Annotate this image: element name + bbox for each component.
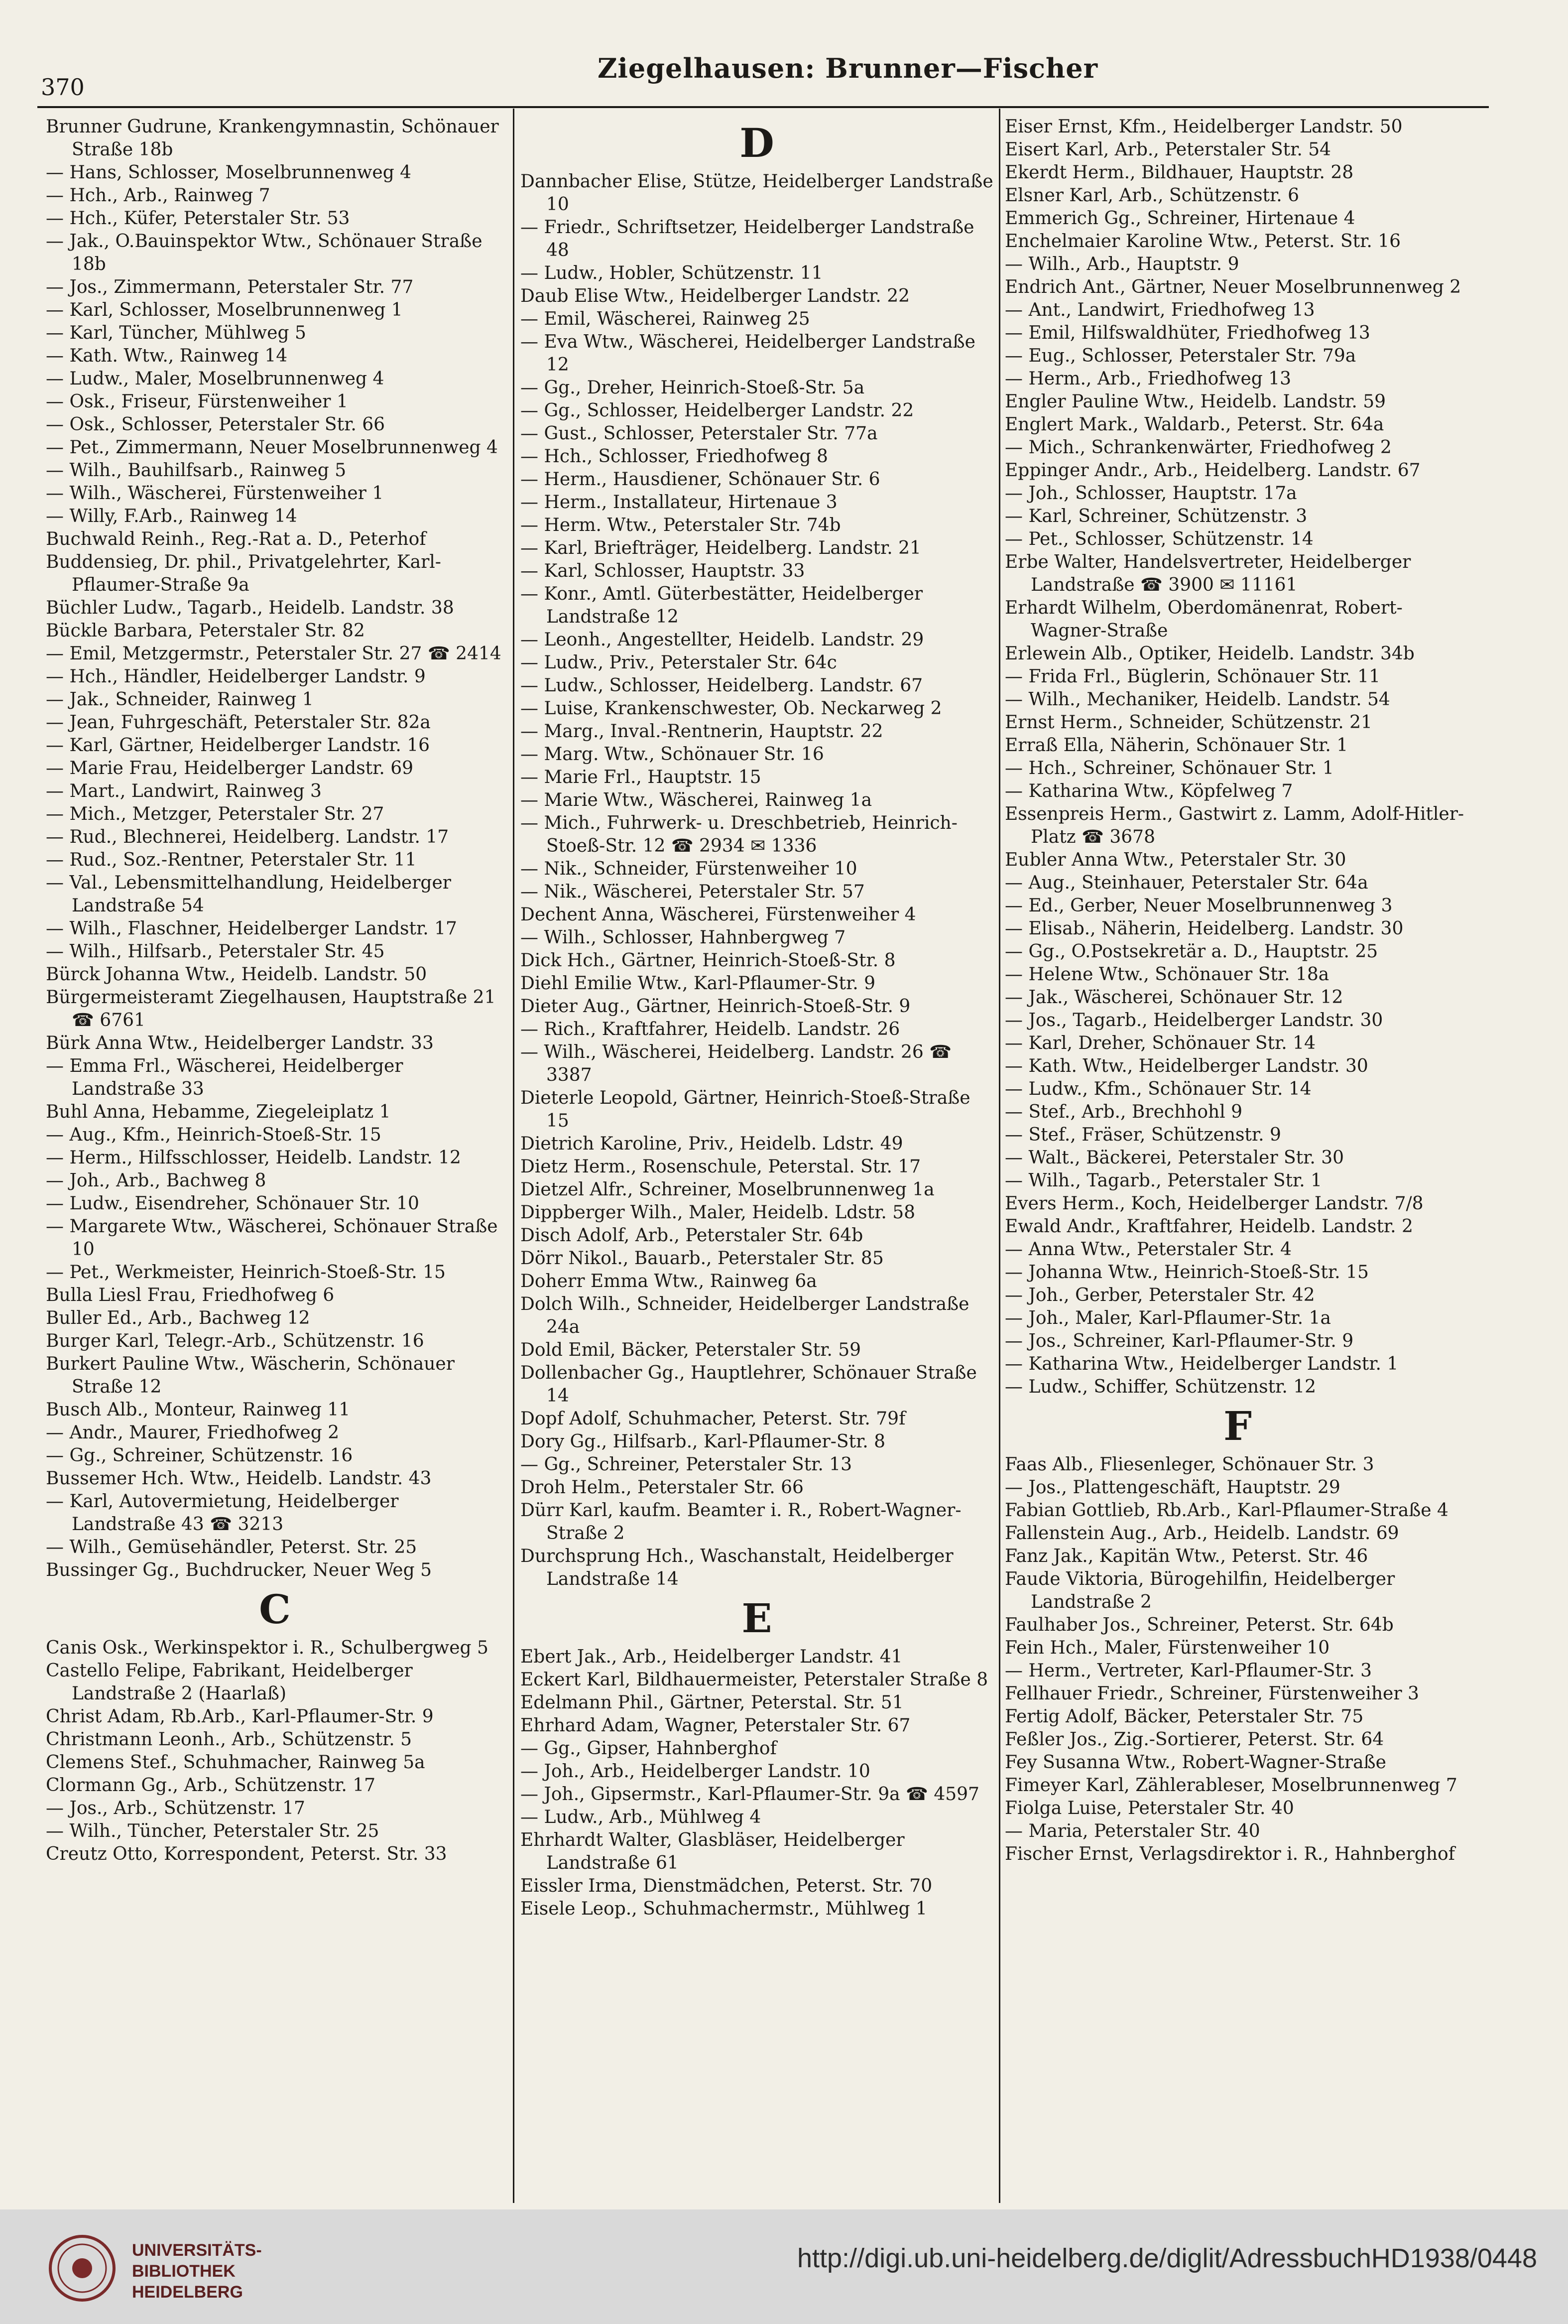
directory-entry: — Marie Frl., Hauptstr. 15 xyxy=(520,767,761,787)
directory-entry: — Ed., Gerber, Neuer Moselbrunnenweg 3 xyxy=(1005,896,1393,916)
directory-entry: Diehl Emilie Wtw., Karl-Pflaumer-Str. 9 xyxy=(520,973,875,994)
directory-entry: Faude Viktoria, Bürogehilfin, Heidelberger Landstraße 2 xyxy=(1005,1569,1395,1612)
directory-entry: Durchsprung Hch., Waschanstalt, Heidelberger Landstraße 14 xyxy=(520,1546,954,1589)
directory-entry: Fellhauer Friedr., Schreiner, Fürstenweiher 3 xyxy=(1005,1683,1419,1704)
directory-entry: — Karl, Autovermietung, Heidelberger Landstraße 43 ☎ 3213 xyxy=(46,1491,399,1535)
entry-list xyxy=(1005,1453,1470,1866)
directory-entry: — Marie Wtw., Wäscherei, Rainweg 1a xyxy=(520,790,872,810)
directory-entry: Christmann Leonh., Arb., Schützenstr. 5 xyxy=(46,1729,412,1750)
directory-entry: Ebert Jak., Arb., Heidelberger Landstr. 41 xyxy=(520,1647,903,1667)
directory-entry: Creutz Otto, Korrespondent, Peterst. Str. 33 xyxy=(46,1844,447,1864)
directory-entry: Dietz Herm., Rosenschule, Peterstal. Str. 17 xyxy=(520,1157,921,1177)
directory-entry: Ehrhardt Walter, Glasbläser, Heidelberger Landstraße 61 xyxy=(520,1830,905,1873)
directory-entry: — Wilh., Hilfsarb., Peterstaler Str. 45 xyxy=(46,941,385,962)
entry-list xyxy=(46,116,504,1582)
directory-entry: — Ludw., Eisendreher, Schönauer Str. 10 xyxy=(46,1193,419,1214)
directory-entry: Fertig Adolf, Bäcker, Peterstaler Str. 75 xyxy=(1005,1706,1364,1727)
directory-entry: Bückle Barbara, Peterstaler Str. 82 xyxy=(46,621,365,641)
directory-entry: Dollenbacher Gg., Hauptlehrer, Schönauer Straße 14 xyxy=(520,1363,977,1406)
directory-entry: — Walt., Bäckerei, Peterstaler Str. 30 xyxy=(1005,1148,1344,1168)
directory-entry: Essenpreis Herm., Gastwirt z. Lamm, Adolf-Hitler-Platz ☎ 3678 xyxy=(1005,804,1464,847)
directory-entry: — Hch., Arb., Rainweg 7 xyxy=(46,185,270,206)
directory-entry: Dory Gg., Hilfsarb., Karl-Pflaumer-Str. 8 xyxy=(520,1431,886,1452)
directory-entry: Bürgermeisteramt Ziegelhausen, Hauptstraße 21 ☎ 6761 xyxy=(46,987,496,1031)
directory-entry: Buddensieg, Dr. phil., Privatgelehrter, Karl-Pflaumer-Straße 9a xyxy=(46,552,441,595)
directory-entry: — Emil, Hilfswaldhüter, Friedhofweg 13 xyxy=(1005,323,1370,343)
directory-entry: — Mich., Schrankenwärter, Friedhofweg 2 xyxy=(1005,437,1392,458)
directory-entry: — Eva Wtw., Wäscherei, Heidelberger Landstraße 12 xyxy=(520,332,975,375)
directory-entry: — Pet., Werkmeister, Heinrich-Stoeß-Str. 15 xyxy=(46,1262,446,1283)
directory-entry: — Herm. Wtw., Peterstaler Str. 74b xyxy=(520,515,841,535)
directory-entry: Dopf Adolf, Schuhmacher, Peterst. Str. 79f xyxy=(520,1409,906,1429)
directory-entry: — Wilh., Tüncher, Peterstaler Str. 25 xyxy=(46,1821,379,1841)
directory-entry: — Nik., Schneider, Fürstenweiher 10 xyxy=(520,859,857,879)
directory-entry: Bulla Liesl Frau, Friedhofweg 6 xyxy=(46,1285,335,1305)
directory-entry: — Marg., Inval.-Rentnerin, Hauptstr. 22 xyxy=(520,721,883,742)
directory-entry: Enchelmaier Karoline Wtw., Peterst. Str. 16 xyxy=(1005,231,1401,252)
directory-entry: Fanz Jak., Kapitän Wtw., Peterst. Str. 46 xyxy=(1005,1546,1368,1566)
directory-entry: Dietzel Alfr., Schreiner, Moselbrunnenweg 1a xyxy=(520,1179,935,1200)
section-letter: C xyxy=(259,1586,291,1633)
directory-entry: — Karl, Tüncher, Mühlweg 5 xyxy=(46,323,306,343)
directory-entry: — Marie Frau, Heidelberger Landstr. 69 xyxy=(46,758,414,778)
running-head: Ziegelhausen: Brunner—Fischer xyxy=(598,52,1098,84)
directory-entry: — Herm., Vertreter, Karl-Pflaumer-Str. 3 xyxy=(1005,1661,1372,1681)
directory-entry: Fischer Ernst, Verlagsdirektor i. R., Hahnberghof xyxy=(1005,1844,1455,1864)
directory-entry: — Jak., Wäscherei, Schönauer Str. 12 xyxy=(1005,987,1343,1008)
column-rule-2 xyxy=(999,109,1000,2203)
directory-entry: — Wilh., Wäscherei, Heidelberg. Landstr. 26 ☎ 3387 xyxy=(520,1042,952,1085)
directory-entry: — Osk., Friseur, Fürstenweiher 1 xyxy=(46,391,348,412)
directory-entry: — Hans, Schlosser, Moselbrunnenweg 4 xyxy=(46,162,412,183)
directory-entry: — Helene Wtw., Schönauer Str. 18a xyxy=(1005,964,1329,985)
directory-entry: — Wilh., Schlosser, Hahnbergweg 7 xyxy=(520,927,846,948)
directory-entry: — Aug., Steinhauer, Peterstaler Str. 64a xyxy=(1005,873,1368,893)
page-number: 370 xyxy=(41,74,85,101)
directory-entry: — Karl, Dreher, Schönauer Str. 14 xyxy=(1005,1033,1316,1053)
directory-entry: — Osk., Schlosser, Peterstaler Str. 66 xyxy=(46,414,385,435)
directory-entry: Feßler Jos., Zig.-Sortierer, Peterst. Str. 64 xyxy=(1005,1729,1384,1750)
entry-list xyxy=(520,170,993,1591)
directory-entry: Eckert Karl, Bildhauermeister, Peterstaler Straße 8 xyxy=(520,1670,988,1690)
column-2 xyxy=(520,116,993,1921)
directory-entry: — Gust., Schlosser, Peterstaler Str. 77a xyxy=(520,423,878,444)
directory-entry: — Joh., Schlosser, Hauptstr. 17a xyxy=(1005,483,1297,504)
directory-entry: — Karl, Schlosser, Moselbrunnenweg 1 xyxy=(46,300,403,320)
directory-entry: Fimeyer Karl, Zählerableser, Moselbrunnenweg 7 xyxy=(1005,1775,1457,1796)
entry-list xyxy=(520,1646,993,1921)
directory-entry: Doherr Emma Wtw., Rainweg 6a xyxy=(520,1271,817,1291)
directory-entry: — Aug., Kfm., Heinrich-Stoeß-Str. 15 xyxy=(46,1125,381,1145)
directory-entry: — Wilh., Wäscherei, Fürstenweiher 1 xyxy=(46,483,384,504)
directory-entry: — Emil, Metzgermstr., Peterstaler Str. 27 ☎ 2414 xyxy=(46,644,501,664)
directory-entry: — Ludw., Schlosser, Heidelberg. Landstr. 67 xyxy=(520,675,923,696)
directory-entry: — Jos., Schreiner, Karl-Pflaumer-Str. 9 xyxy=(1005,1331,1354,1351)
directory-entry: Bürck Johanna Wtw., Heidelb. Landstr. 50 xyxy=(46,964,427,985)
directory-entry: Ekerdt Herm., Bildhauer, Hauptstr. 28 xyxy=(1005,162,1354,183)
entry-list xyxy=(1005,116,1470,1399)
directory-entry: Dick Hch., Gärtner, Heinrich-Stoeß-Str. 8 xyxy=(520,950,896,971)
directory-entry: Dieterle Leopold, Gärtner, Heinrich-Stoeß-Straße 15 xyxy=(520,1088,970,1131)
directory-entry: — Pet., Schlosser, Schützenstr. 14 xyxy=(1005,529,1314,549)
directory-entry: Daub Elise Wtw., Heidelberger Landstr. 22 xyxy=(520,286,910,306)
directory-entry: Eissler Irma, Dienstmädchen, Peterst. Str. 70 xyxy=(520,1876,933,1896)
directory-entry: Eiser Ernst, Kfm., Heidelberger Landstr. 50 xyxy=(1005,117,1403,137)
directory-entry: Droh Helm., Peterstaler Str. 66 xyxy=(520,1477,804,1498)
directory-entry: — Stef., Fräser, Schützenstr. 9 xyxy=(1005,1125,1281,1145)
directory-entry: — Hch., Küfer, Peterstaler Str. 53 xyxy=(46,208,350,229)
directory-entry: Bussemer Hch. Wtw., Heidelb. Landstr. 43 xyxy=(46,1468,432,1489)
directory-entry: Dechent Anna, Wäscherei, Fürstenweiher 4 xyxy=(520,904,916,925)
directory-entry: — Ludw., Maler, Moselbrunnenweg 4 xyxy=(46,369,384,389)
directory-entry: — Emma Frl., Wäscherei, Heidelberger Landstraße 33 xyxy=(46,1056,403,1099)
directory-entry: — Hch., Händler, Heidelberger Landstr. 9 xyxy=(46,666,426,687)
directory-entry: — Joh., Gipsermstr., Karl-Pflaumer-Str. 9a ☎ 4597 xyxy=(520,1784,979,1805)
directory-entry: — Gg., Schlosser, Heidelberger Landstr. 22 xyxy=(520,400,914,421)
directory-entry: Bürk Anna Wtw., Heidelberger Landstr. 33 xyxy=(46,1033,434,1053)
directory-entry: Elsner Karl, Arb., Schützenstr. 6 xyxy=(1005,185,1300,206)
directory-entry: Clormann Gg., Arb., Schützenstr. 17 xyxy=(46,1775,376,1796)
directory-entry: Fey Susanna Wtw., Robert-Wagner-Straße xyxy=(1005,1752,1386,1773)
directory-entry: Engler Pauline Wtw., Heidelb. Landstr. 59 xyxy=(1005,391,1386,412)
directory-entry: — Joh., Arb., Heidelberger Landstr. 10 xyxy=(520,1761,870,1782)
directory-entry: Christ Adam, Rb.Arb., Karl-Pflaumer-Str. 9 xyxy=(46,1706,434,1727)
directory-entry: Endrich Ant., Gärtner, Neuer Moselbrunnenweg 2 xyxy=(1005,277,1461,297)
directory-entry: — Nik., Wäscherei, Peterstaler Str. 57 xyxy=(520,882,865,902)
directory-entry: — Karl, Briefträger, Heidelberg. Landstr. 21 xyxy=(520,538,921,558)
directory-entry: Burkert Pauline Wtw., Wäscherin, Schönauer Straße 12 xyxy=(46,1354,455,1397)
directory-entry: — Herm., Installateur, Hirtenaue 3 xyxy=(520,492,838,513)
directory-entry: Faas Alb., Fliesenleger, Schönauer Str. 3 xyxy=(1005,1454,1374,1475)
section-letter: E xyxy=(741,1595,772,1642)
directory-entry: Dietrich Karoline, Priv., Heidelb. Ldstr. 49 xyxy=(520,1134,903,1154)
university-seal-icon xyxy=(47,2233,117,2303)
directory-entry: — Karl, Schlosser, Hauptstr. 33 xyxy=(520,561,805,581)
directory-entry: — Jak., O.Bauinspektor Wtw., Schönauer Straße 18b xyxy=(46,231,482,274)
directory-entry: — Joh., Maler, Karl-Pflaumer-Str. 1a xyxy=(1005,1308,1331,1328)
entry-list xyxy=(46,1637,504,1866)
directory-entry: — Kath. Wtw., Heidelberger Landstr. 30 xyxy=(1005,1056,1368,1076)
directory-entry: — Stef., Arb., Brechhohl 9 xyxy=(1005,1102,1243,1122)
directory-entry: — Maria, Peterstaler Str. 40 xyxy=(1005,1821,1260,1841)
directory-entry: Erraß Ella, Näherin, Schönauer Str. 1 xyxy=(1005,735,1348,756)
source-url[interactable]: http://digi.ub.uni-heidelberg.de/diglit/AdressbuchHD1938/0448 xyxy=(797,2243,1537,2273)
directory-entry: Dürr Karl, kaufm. Beamter i. R., Robert-Wagner-Straße 2 xyxy=(520,1500,962,1544)
library-name-line-3: HEIDELBERG xyxy=(132,2283,243,2302)
directory-entry: Clemens Stef., Schuhmacher, Rainweg 5a xyxy=(46,1752,425,1773)
directory-entry: — Johanna Wtw., Heinrich-Stoeß-Str. 15 xyxy=(1005,1262,1369,1283)
directory-entry: — Herm., Hausdiener, Schönauer Str. 6 xyxy=(520,469,880,490)
directory-entry: — Herm., Hilfsschlosser, Heidelb. Landstr. 12 xyxy=(46,1148,461,1168)
column-3 xyxy=(1005,116,1470,1866)
directory-entry: — Gg., Gipser, Hahnberghof xyxy=(520,1738,777,1759)
directory-entry: — Hch., Schreiner, Schönauer Str. 1 xyxy=(1005,758,1334,778)
directory-entry: — Mich., Metzger, Peterstaler Str. 27 xyxy=(46,804,384,824)
library-name-line-2: BIBLIOTHEK xyxy=(132,2262,236,2281)
library-name xyxy=(132,2240,262,2303)
directory-entry: — Frida Frl., Büglerin, Schönauer Str. 11 xyxy=(1005,666,1380,687)
directory-entry: — Anna Wtw., Peterstaler Str. 4 xyxy=(1005,1239,1292,1260)
directory-entry: Fabian Gottlieb, Rb.Arb., Karl-Pflaumer-Straße 4 xyxy=(1005,1500,1448,1521)
directory-entry: Eisele Leop., Schuhmachermstr., Mühlweg 1 xyxy=(520,1899,927,1919)
directory-entry: — Elisab., Näherin, Heidelberg. Landstr. 30 xyxy=(1005,918,1404,939)
directory-entry: Dippberger Wilh., Maler, Heidelb. Ldstr. 58 xyxy=(520,1202,916,1223)
directory-entry: — Marg. Wtw., Schönauer Str. 16 xyxy=(520,744,824,765)
directory-entry: Dieter Aug., Gärtner, Heinrich-Stoeß-Str. 9 xyxy=(520,996,911,1017)
directory-entry: — Jean, Fuhrgeschäft, Peterstaler Str. 82a xyxy=(46,712,431,733)
directory-entry: Castello Felipe, Fabrikant, Heidelberger Landstraße 2 (Haarlaß) xyxy=(46,1661,413,1704)
directory-entry: — Willy, F.Arb., Rainweg 14 xyxy=(46,506,297,526)
directory-entry: Buller Ed., Arb., Bachweg 12 xyxy=(46,1308,310,1328)
header-rule xyxy=(37,106,1489,108)
directory-entry: Evers Herm., Koch, Heidelberger Landstr. 7/8 xyxy=(1005,1193,1424,1214)
directory-entry: — Karl, Schreiner, Schützenstr. 3 xyxy=(1005,506,1308,526)
library-name-line-1: UNIVERSITÄTS- xyxy=(132,2241,262,2260)
column-rule-1 xyxy=(513,109,514,2203)
directory-entry: — Val., Lebensmittelhandlung, Heidelberger Landstraße 54 xyxy=(46,873,451,916)
directory-entry: — Ant., Landwirt, Friedhofweg 13 xyxy=(1005,300,1315,320)
directory-entry: — Ludw., Arb., Mühlweg 4 xyxy=(520,1807,761,1827)
directory-entry: — Wilh., Bauhilfsarb., Rainweg 5 xyxy=(46,460,347,481)
directory-entry: — Margarete Wtw., Wäscherei, Schönauer Straße 10 xyxy=(46,1216,498,1260)
directory-entry: — Joh., Gerber, Peterstaler Str. 42 xyxy=(1005,1285,1315,1305)
directory-entry: — Eug., Schlosser, Peterstaler Str. 79a xyxy=(1005,346,1356,366)
directory-entry: Ehrhard Adam, Wagner, Peterstaler Str. 67 xyxy=(520,1715,911,1736)
directory-entry: — Jos., Tagarb., Heidelberger Landstr. 30 xyxy=(1005,1010,1383,1031)
directory-entry: — Gg., O.Postsekretär a. D., Hauptstr. 25 xyxy=(1005,941,1378,962)
directory-entry: Fallenstein Aug., Arb., Heidelb. Landstr. 69 xyxy=(1005,1523,1399,1544)
directory-entry: Ewald Andr., Kraftfahrer, Heidelb. Landstr. 2 xyxy=(1005,1216,1413,1237)
directory-entry: Canis Osk., Werkinspektor i. R., Schulbergweg 5 xyxy=(46,1638,488,1658)
directory-entry: Bussinger Gg., Buchdrucker, Neuer Weg 5 xyxy=(46,1560,432,1580)
directory-entry: — Wilh., Arb., Hauptstr. 9 xyxy=(1005,254,1239,274)
directory-entry: — Mich., Fuhrwerk- u. Dreschbetrieb, Heinrich-Stoeß-Str. 12 ☎ 2934 ✉ 1336 xyxy=(520,813,958,856)
directory-entry: Emmerich Gg., Schreiner, Hirtenaue 4 xyxy=(1005,208,1355,229)
directory-entry: Eubler Anna Wtw., Peterstaler Str. 30 xyxy=(1005,850,1346,870)
directory-entry: — Andr., Maurer, Friedhofweg 2 xyxy=(46,1422,340,1443)
directory-entry: Erhardt Wilhelm, Oberdomänenrat, Robert-Wagner-Straße xyxy=(1005,598,1403,641)
directory-entry: — Leonh., Angestellter, Heidelb. Landstr. 29 xyxy=(520,630,924,650)
column-1 xyxy=(46,116,504,1866)
directory-entry: Brunner Gudrune, Krankengymnastin, Schönauer Straße 18b xyxy=(46,117,499,160)
directory-entry: — Gg., Schreiner, Schützenstr. 16 xyxy=(46,1445,353,1466)
directory-entry: Dold Emil, Bäcker, Peterstaler Str. 59 xyxy=(520,1340,861,1360)
directory-entry: — Wilh., Tagarb., Peterstaler Str. 1 xyxy=(1005,1170,1323,1191)
directory-entry: Englert Mark., Waldarb., Peterst. Str. 64a xyxy=(1005,414,1384,435)
directory-entry: — Jos., Plattengeschäft, Hauptstr. 29 xyxy=(1005,1477,1340,1498)
directory-entry: Fein Hch., Maler, Fürstenweiher 10 xyxy=(1005,1638,1330,1658)
directory-entry: Eppinger Andr., Arb., Heidelberg. Landstr. 67 xyxy=(1005,460,1421,481)
directory-entry: — Luise, Krankenschwester, Ob. Neckarweg 2 xyxy=(520,698,942,719)
directory-entry: — Kath. Wtw., Rainweg 14 xyxy=(46,346,288,366)
directory-entry: — Karl, Gärtner, Heidelberger Landstr. 16 xyxy=(46,735,430,756)
directory-entry: — Ludw., Kfm., Schönauer Str. 14 xyxy=(1005,1079,1312,1099)
directory-entry: Erlewein Alb., Optiker, Heidelb. Landstr. 34b xyxy=(1005,644,1415,664)
directory-entry: — Katharina Wtw., Köpfelweg 7 xyxy=(1005,781,1293,801)
directory-entry: — Hch., Schlosser, Friedhofweg 8 xyxy=(520,446,828,467)
directory-entry: — Rud., Blechnerei, Heidelberg. Landstr. 17 xyxy=(46,827,449,847)
directory-entry: — Wilh., Mechaniker, Heidelb. Landstr. 54 xyxy=(1005,689,1390,710)
directory-entry: — Ludw., Priv., Peterstaler Str. 64c xyxy=(520,652,837,673)
directory-entry: — Emil, Wäscherei, Rainweg 25 xyxy=(520,309,810,329)
directory-entry: Fiolga Luise, Peterstaler Str. 40 xyxy=(1005,1798,1294,1818)
directory-entry: Eisert Karl, Arb., Peterstaler Str. 54 xyxy=(1005,139,1331,160)
directory-entry: — Jos., Zimmermann, Peterstaler Str. 77 xyxy=(46,277,414,297)
directory-entry: Ernst Herm., Schneider, Schützenstr. 21 xyxy=(1005,712,1372,733)
directory-entry: Erbe Walter, Handelsvertreter, Heidelberger Landstraße ☎ 3900 ✉ 11161 xyxy=(1005,552,1411,595)
directory-entry: Disch Adolf, Arb., Peterstaler Str. 64b xyxy=(520,1225,863,1246)
directory-entry: — Herm., Arb., Friedhofweg 13 xyxy=(1005,369,1292,389)
directory-entry: — Mart., Landwirt, Rainweg 3 xyxy=(46,781,322,801)
directory-entry: — Katharina Wtw., Heidelberger Landstr. 1 xyxy=(1005,1354,1399,1374)
directory-entry: — Gg., Schreiner, Peterstaler Str. 13 xyxy=(520,1454,852,1475)
directory-entry: — Friedr., Schriftsetzer, Heidelberger Landstraße 48 xyxy=(520,217,974,260)
directory-entry: Buchwald Reinh., Reg.-Rat a. D., Peterhof xyxy=(46,529,426,549)
directory-entry: — Jos., Arb., Schützenstr. 17 xyxy=(46,1798,305,1818)
directory-entry: — Rud., Soz.-Rentner, Peterstaler Str. 11 xyxy=(46,850,417,870)
directory-entry: — Wilh., Gemüsehändler, Peterst. Str. 25 xyxy=(46,1537,417,1557)
directory-entry: Büchler Ludw., Tagarb., Heidelb. Landstr. 38 xyxy=(46,598,454,618)
directory-entry: — Wilh., Flaschner, Heidelberger Landstr. 17 xyxy=(46,918,457,939)
directory-entry: Dannbacher Elise, Stütze, Heidelberger Landstraße 10 xyxy=(520,171,993,215)
directory-entry: — Ludw., Schiffer, Schützenstr. 12 xyxy=(1005,1377,1317,1397)
directory-entry: Dolch Wilh., Schneider, Heidelberger Landstraße 24a xyxy=(520,1294,969,1337)
directory-entry: Busch Alb., Monteur, Rainweg 11 xyxy=(46,1400,351,1420)
directory-entry: — Pet., Zimmermann, Neuer Moselbrunnenweg 4 xyxy=(46,437,498,458)
directory-entry: — Rich., Kraftfahrer, Heidelb. Landstr. 26 xyxy=(520,1019,900,1039)
directory-entry: Edelmann Phil., Gärtner, Peterstal. Str. 51 xyxy=(520,1692,904,1713)
section-letter: D xyxy=(739,120,774,166)
section-letter: F xyxy=(1223,1403,1252,1449)
directory-entry: Burger Karl, Telegr.-Arb., Schützenstr. 16 xyxy=(46,1331,424,1351)
directory-entry: Buhl Anna, Hebamme, Ziegeleiplatz 1 xyxy=(46,1102,391,1122)
directory-entry: — Joh., Arb., Bachweg 8 xyxy=(46,1170,266,1191)
directory-entry: — Konr., Amtl. Güterbestätter, Heidelberger Landstraße 12 xyxy=(520,584,923,627)
directory-entry: Dörr Nikol., Bauarb., Peterstaler Str. 85 xyxy=(520,1248,884,1269)
directory-entry: Faulhaber Jos., Schreiner, Peterst. Str. 64b xyxy=(1005,1615,1394,1635)
directory-entry: — Jak., Schneider, Rainweg 1 xyxy=(46,689,314,710)
directory-entry: — Gg., Dreher, Heinrich-Stoeß-Str. 5a xyxy=(520,378,865,398)
directory-entry: — Ludw., Hobler, Schützenstr. 11 xyxy=(520,263,823,283)
